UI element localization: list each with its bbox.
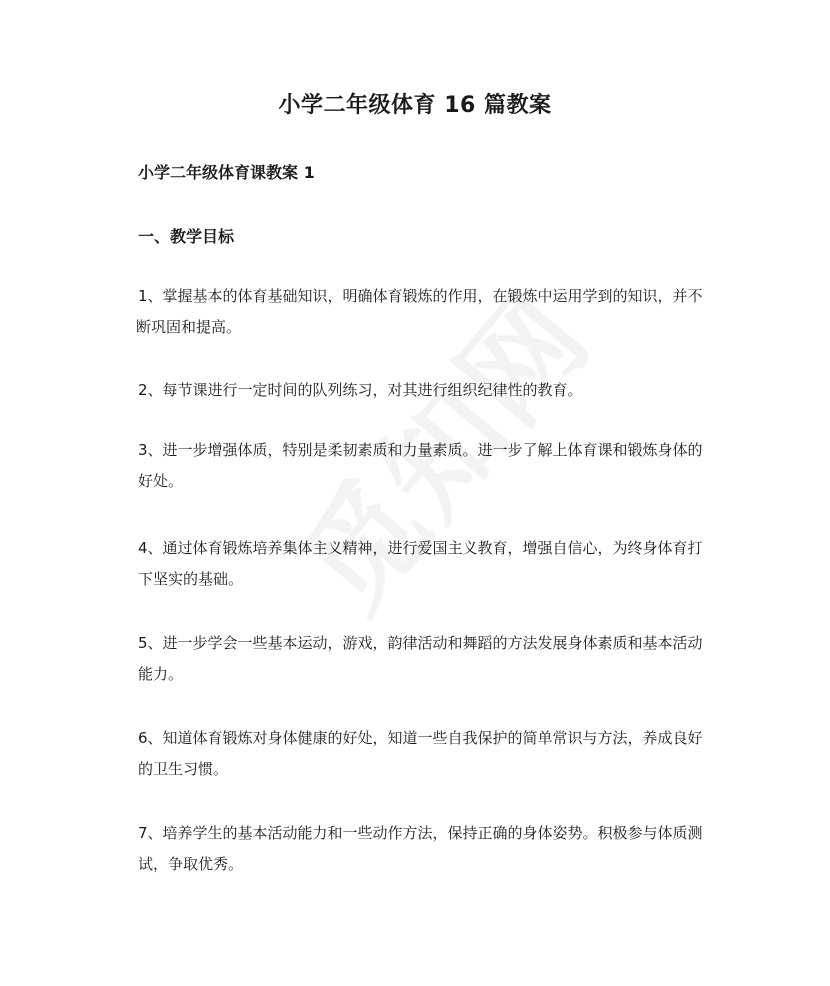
objective-paragraph-5 (138, 628, 728, 690)
objective-paragraph-3 (138, 435, 728, 497)
paragraph-line: 6、知道体育锻炼对身体健康的好处，知道一些自我保护的简单常识与方法，养成良好 (138, 729, 703, 747)
objective-paragraph-4 (138, 533, 728, 595)
objective-paragraph-6 (138, 723, 728, 785)
paragraph-line: 2、每节课进行一定时间的队列练习，对其进行组织纪律性的教育。 (138, 381, 583, 399)
paragraph-line: 断巩固和提高。 (136, 318, 242, 336)
paragraph-line: 能力。 (138, 665, 184, 683)
document-title: 小学二年级体育 16 篇教案 (278, 93, 552, 118)
section-heading: 一、教学目标 (138, 227, 235, 246)
paragraph-line: 的卫生习惯。 (138, 760, 229, 778)
paragraph-line: 4、通过体育锻炼培养集体主义精神，进行爱国主义教育，增强自信心，为终身体育打 (138, 539, 703, 557)
objective-paragraph-7 (138, 818, 728, 880)
paragraph-line: 好处。 (138, 472, 184, 490)
paragraph-line: 7、培养学生的基本活动能力和一些动作方法，保持正确的身体姿势。积极参与体质测 (138, 824, 703, 842)
paragraph-line: 5、进一步学会一些基本运动，游戏，韵律活动和舞蹈的方法发展身体素质和基本活动 (138, 634, 703, 652)
paragraph-line: 试，争取优秀。 (138, 855, 244, 873)
objective-paragraph-2 (138, 375, 728, 406)
paragraph-line: 下坚实的基础。 (138, 570, 244, 588)
paragraph-line: 3、进一步增强体质，特别是柔韧素质和力量素质。进一步了解上体育课和锻炼身体的 (138, 441, 703, 459)
paragraph-line: 1、掌握基本的体育基础知识，明确体育锻炼的作用，在锻炼中运用学到的知识，并不 (138, 287, 703, 305)
objective-paragraph-1 (138, 281, 728, 343)
lesson-subtitle: 小学二年级体育课教案 1 (138, 163, 315, 182)
